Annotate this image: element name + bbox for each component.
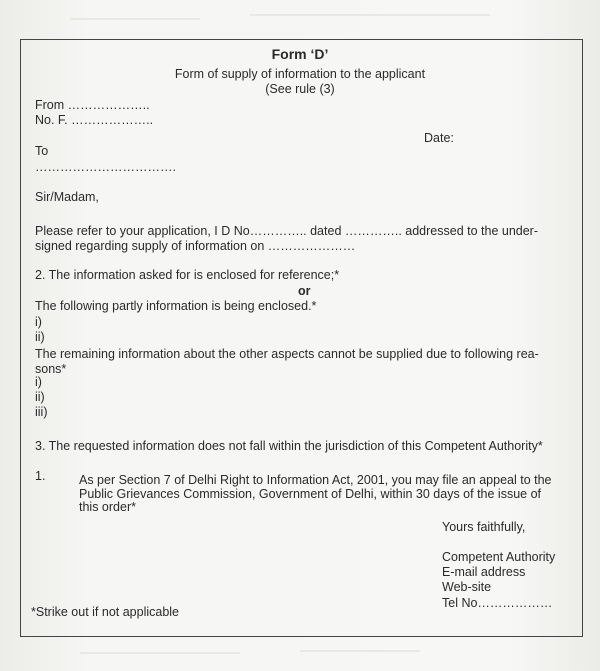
- signatory-line: Tel No………………: [442, 596, 553, 610]
- remaining-info-line-2: sons*: [35, 362, 67, 376]
- form-border: [20, 39, 583, 637]
- signatory-line: E-mail address: [442, 565, 526, 579]
- closing: Yours faithfully,: [442, 520, 526, 534]
- appeal-line-1: As per Section 7 of Delhi Right to Information Act, 2001, you may file an appeal to the: [79, 473, 552, 487]
- signatory-line: Web-site: [442, 580, 492, 594]
- signatory-line: Competent Authority: [442, 550, 556, 564]
- item-2: 2. The information asked for is enclosed for reference;*: [35, 268, 340, 282]
- from-field: From ………………..: [35, 98, 150, 112]
- reason-item: ii): [35, 390, 45, 404]
- paragraph-1-line-1: Please refer to your application, I D No………….. dated ………….. addressed to the under-: [35, 224, 539, 238]
- bleed-through-mark: [80, 652, 240, 654]
- rule-reference: (See rule (3): [265, 82, 335, 96]
- footnote: *Strike out if not applicable: [31, 605, 180, 619]
- file-number-field: No. F. ………………..: [35, 113, 154, 127]
- partly-enclosed-label: The following partly information is being enclosed.*: [35, 299, 317, 313]
- or-separator: or: [298, 284, 311, 298]
- bleed-through-mark: [250, 14, 490, 16]
- bleed-through-mark: [300, 650, 420, 652]
- item-3: 3. The requested information does not fall within the jurisdiction of this Competent Authority*: [35, 439, 543, 453]
- salutation: Sir/Madam,: [35, 190, 99, 204]
- form-subtitle: Form of supply of information to the applicant: [174, 67, 426, 81]
- date-field: Date:: [424, 131, 454, 145]
- bleed-through-mark: [70, 18, 200, 20]
- to-label: To: [35, 144, 49, 158]
- to-address-dots: …………………………….: [35, 160, 176, 174]
- form-title: Form ‘D’: [271, 46, 329, 62]
- reason-item: i): [35, 375, 42, 389]
- reason-item: iii): [35, 405, 48, 419]
- appeal-line-2: Public Grievances Commission, Government of Delhi, within 30 days of the issue of: [79, 487, 542, 501]
- partly-item: i): [35, 315, 42, 329]
- paragraph-1-line-2: signed regarding supply of information on …………………: [35, 239, 356, 253]
- partly-item: ii): [35, 330, 45, 344]
- appeal-line-3: this order*: [79, 500, 136, 514]
- appeal-number: 1.: [35, 469, 46, 483]
- remaining-info-line-1: The remaining information about the other aspects cannot be supplied due to following rea-: [35, 347, 539, 361]
